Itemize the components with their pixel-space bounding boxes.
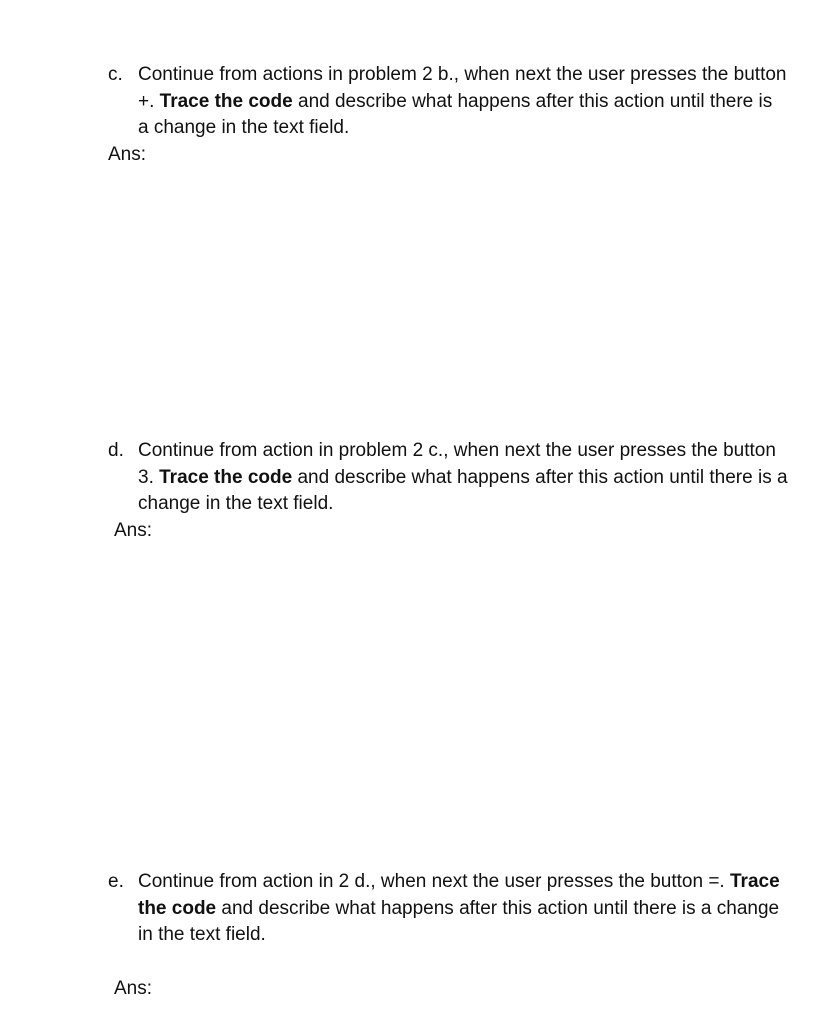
answer-label-e: Ans:	[114, 978, 153, 999]
question-text-end: and describe what happens after this action until there is a change in the text field.	[138, 90, 773, 138]
question-text-end: and describe what happens after this action until there is a change in the text field.	[138, 897, 780, 945]
question-text-start: Continue from action in 2 d., when next the user presses the button =.	[138, 871, 730, 892]
question-text-start: Continue from actions in problem 2 b., when next the user presses the button +.	[138, 64, 787, 112]
trace-the-code-emphasis: Trace the code	[159, 90, 293, 112]
question-text	[138, 869, 788, 949]
answer-label-c: Ans:	[108, 144, 147, 165]
question-text	[138, 438, 788, 518]
question-text	[138, 62, 788, 142]
trace-the-code-emphasis: Trace the code	[159, 466, 293, 488]
question-d	[108, 438, 788, 518]
question-text-start: Continue from action in problem 2 c., when next the user presses the button 3.	[138, 440, 776, 488]
question-letter: e.	[108, 871, 124, 892]
question-c	[108, 62, 788, 142]
question-e	[108, 869, 788, 949]
answer-label-d: Ans:	[114, 520, 153, 541]
question-letter: d.	[108, 440, 124, 461]
question-text-end: and describe what happens after this action until there is a change in the text field.	[138, 466, 788, 514]
trace-the-code-emphasis: Trace the code	[138, 871, 780, 919]
question-letter: c.	[108, 64, 123, 85]
